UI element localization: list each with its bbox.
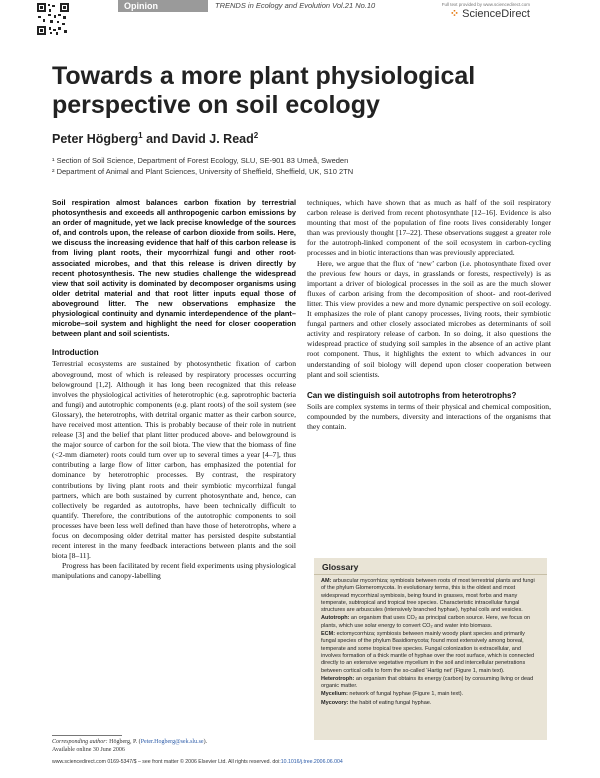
- footnote-rule: [52, 735, 122, 736]
- sciencedirect-logo[interactable]: [442, 2, 530, 21]
- qr-code-icon: [36, 2, 70, 36]
- footnote: Corresponding author: Högberg, P. (Peter.Hogberg@sek.slu.se). Available online 30 June 2006: [52, 738, 296, 754]
- available-online-date: Available online 30 June 2006: [52, 747, 125, 753]
- author-list: Peter Högberg$^1$ and David J. Read$^2$: [52, 131, 259, 147]
- left-column: [52, 198, 296, 581]
- affiliation-2: ² Department of Animal and Plant Sciences, University of Sheffield, Sheffield, UK, S10 2TN: [52, 167, 354, 176]
- glossary-item: Mycelium: network of fungal hyphae (Figure 1, main text).: [321, 691, 464, 698]
- glossary-item: Heterotroph: an organism that obtains its energy (carbon) by consuming living or dead organic matter.: [321, 675, 534, 690]
- glossary-body: [314, 575, 547, 711]
- intro-paragraph-1: Terrestrial ecosystems are sustained by photosynthetic fixation of carbon aboveground, most of which is released by respiratory processes occurring belowground [1,2]. Although it has long been recognized that this release involves the physiological activities of heterotrophic (e.g. saprotrophic bacteria and fungi) and autotrophic components (e.g. plant roots) of the soil system (see Glossary), the heterotrophs, with detrital organic matter as their carbon source, have received most attention. This is probably because of their role in nutrient release [3] and the belief that plant litter produced above- and belowground is the major source of carbon for the soil biota. The view that the biomass of fine (<2-mm diameter) roots could turn over up to several times a year [4–7], thus contributing a large flow of litter carbon, has emphasized the potential for dominance by heterotrophic processes. By contrast, the respiratory contributions by living plant roots and their symbiotic mycorrhizal fungal partners, which are both sustained by current photosynthate and, hence, can collectively be regarded as autotrophs, have been technically difficult to quantify. Therefore, the contributions of the autotrophic components to soil processes have been less well defined than have those of heterotrophs, where a focus on decomposing older detrital matter has persisted despite substantial recent interest in the many feedback interactions between plants and the soil biota [8–11].: [52, 359, 296, 561]
- article-title: Towards a more plant physiological perspective on soil ecology: [52, 62, 476, 119]
- glossary-item: Autotroph: an organism that uses CO₂ as principal carbon source. Here, we focus on plants, which use solar energy to convert CO₂ and water into biomass.: [321, 615, 531, 629]
- glossary-item: AM: arbuscular mycorrhiza; symbiosis between roots of most terrestrial plants and fungi of the phylum Glomeromycota. In evolutionary terms, this is the oldest and most widespread mycorrhizal symbiosis, being found in grasses, most forbs and many temperate, subtropical and tropical tree species. Characteristic intracellular fungal structures are arbuscules (intensively branched hyphae), hyphal coils and vesicles.: [321, 578, 535, 614]
- sciencedirect-link[interactable]: www.sciencedirect.com: [52, 759, 106, 765]
- right-paragraph-3: Soils are complex systems in terms of their physical and chemical composition, compounded by the numbers, diversity and interactions of the organisms that they contain.: [307, 401, 551, 431]
- intro-paragraph-2: Progress has been facilitated by recent field experiments using physiological manipulations and canopy-labelling: [52, 561, 296, 581]
- section-label: Opinion: [124, 1, 158, 11]
- right-paragraph-2: Here, we argue that the flux of ‘new’ carbon (i.e. photosynthate fixed over the previous few hours or days, in grasslands or forests, respectively) is as important a driver of biological processes in the soil as are the much slower fluxes of carbon arising from the decomposition of shoot- and root-derived litter. This view provides a new and more dynamic perspective on soil ecology. It emphasizes the role of plant canopy processes, living roots, their symbiotic fungal partners and other closely associated microbes as determinants of soil activity and respiratory release of carbon. In so doing, it also questions the widespread practice of studying soil samples in the absence of an active plant root component. Thus, it highlights the extent to which advances in our understanding of soil biology will depend upon closer cooperation between plant and soil scientists.: [307, 258, 551, 379]
- right-column: [307, 198, 551, 432]
- doi-link[interactable]: 10.1016/j.tree.2006.06.004: [280, 759, 343, 765]
- author-email-link[interactable]: Peter.Hogberg@sek.slu.se: [140, 739, 204, 745]
- page-footer: www.sciencedirect.com 0169-5347/$ – see front matter © 2006 Elsevier Ltd. All rights reserved. doi:10.1016/j.tree.2006.06.004: [52, 759, 343, 765]
- sciencedirect-wordmark: ⁘ ScienceDirect: [449, 8, 530, 20]
- abstract: Soil respiration almost balances carbon fixation by terrestrial photosynthesis and exceeds all anthropogenic carbon emissions by an order of magnitude, yet we lack precise knowledge of the sources of, and controls upon, the release of carbon dioxide from soils. Here, we discuss the increasing evidence that half of this carbon release is from living plant roots, their mycorrhizal fungi and other root-associated microbes, and that this release is driven directly by recent photosynthesis. The new studies challenge the widespread view that soil activity is dominated by decomposer organisms using older detrital material and that root litter inputs equal those of aboveground litter. The new observations emphasize the physiological continuity and dynamic interdependence of the plant–microbe–soil system and highlight the need for closer cooperation between plant and soil scientists.: [52, 198, 296, 339]
- section-label-bar: [118, 0, 208, 12]
- sd-logo-dots-icon: ⁘: [449, 8, 460, 20]
- journal-reference: TRENDS in Ecology and Evolution Vol.21 No.10: [215, 1, 376, 10]
- right-paragraph-1: techniques, which have shown that as much as half of the soil respiratory carbon release is derived from recent photosynthate [12–16]. Evidence is also mounting that most of the population of fine roots lives considerably longer than was previously thought [17–22]. These observations suggest a greater role for the autotroph-linked component of the soil ecosystem in carbon-cycling processes and in biotic interactions than was previously appreciated.: [307, 198, 551, 258]
- glossary-item: ECM: ectomycorrhiza; symbiosis between mainly woody plant species and primarily fungal species of the phylum Basidiomycota; found most extensively among boreal, temperate and some tropical tree species. Fungal colonization is extracellular, and involves formation of a thick mantle of hyphae over the root surface, which is connected directly to an extensive vegetative mycelium in the soil and intercellular penetrations between cortical cells to form the so-called ‘Hartig net’ (Figure 1, main text).: [321, 631, 535, 674]
- glossary-item: Mycovory: the habit of eating fungal hyphae.: [321, 699, 432, 706]
- section-heading-introduction: Introduction: [52, 348, 99, 358]
- glossary-box: [314, 558, 547, 740]
- affiliation-1: ¹ Section of Soil Science, Department of Forest Ecology, SLU, SE-901 83 Umeå, Sweden: [52, 156, 349, 165]
- fulltext-note: Full text provided by www.sciencedirect.com: [441, 2, 530, 7]
- glossary-heading: Glossary: [314, 558, 547, 575]
- author-1[interactable]: Peter Högberg: [52, 132, 139, 147]
- author-2[interactable]: David J. Read: [171, 132, 254, 147]
- section-heading-autotrophs: Can we distinguish soil autotrophs from heterotrophs?: [307, 390, 517, 400]
